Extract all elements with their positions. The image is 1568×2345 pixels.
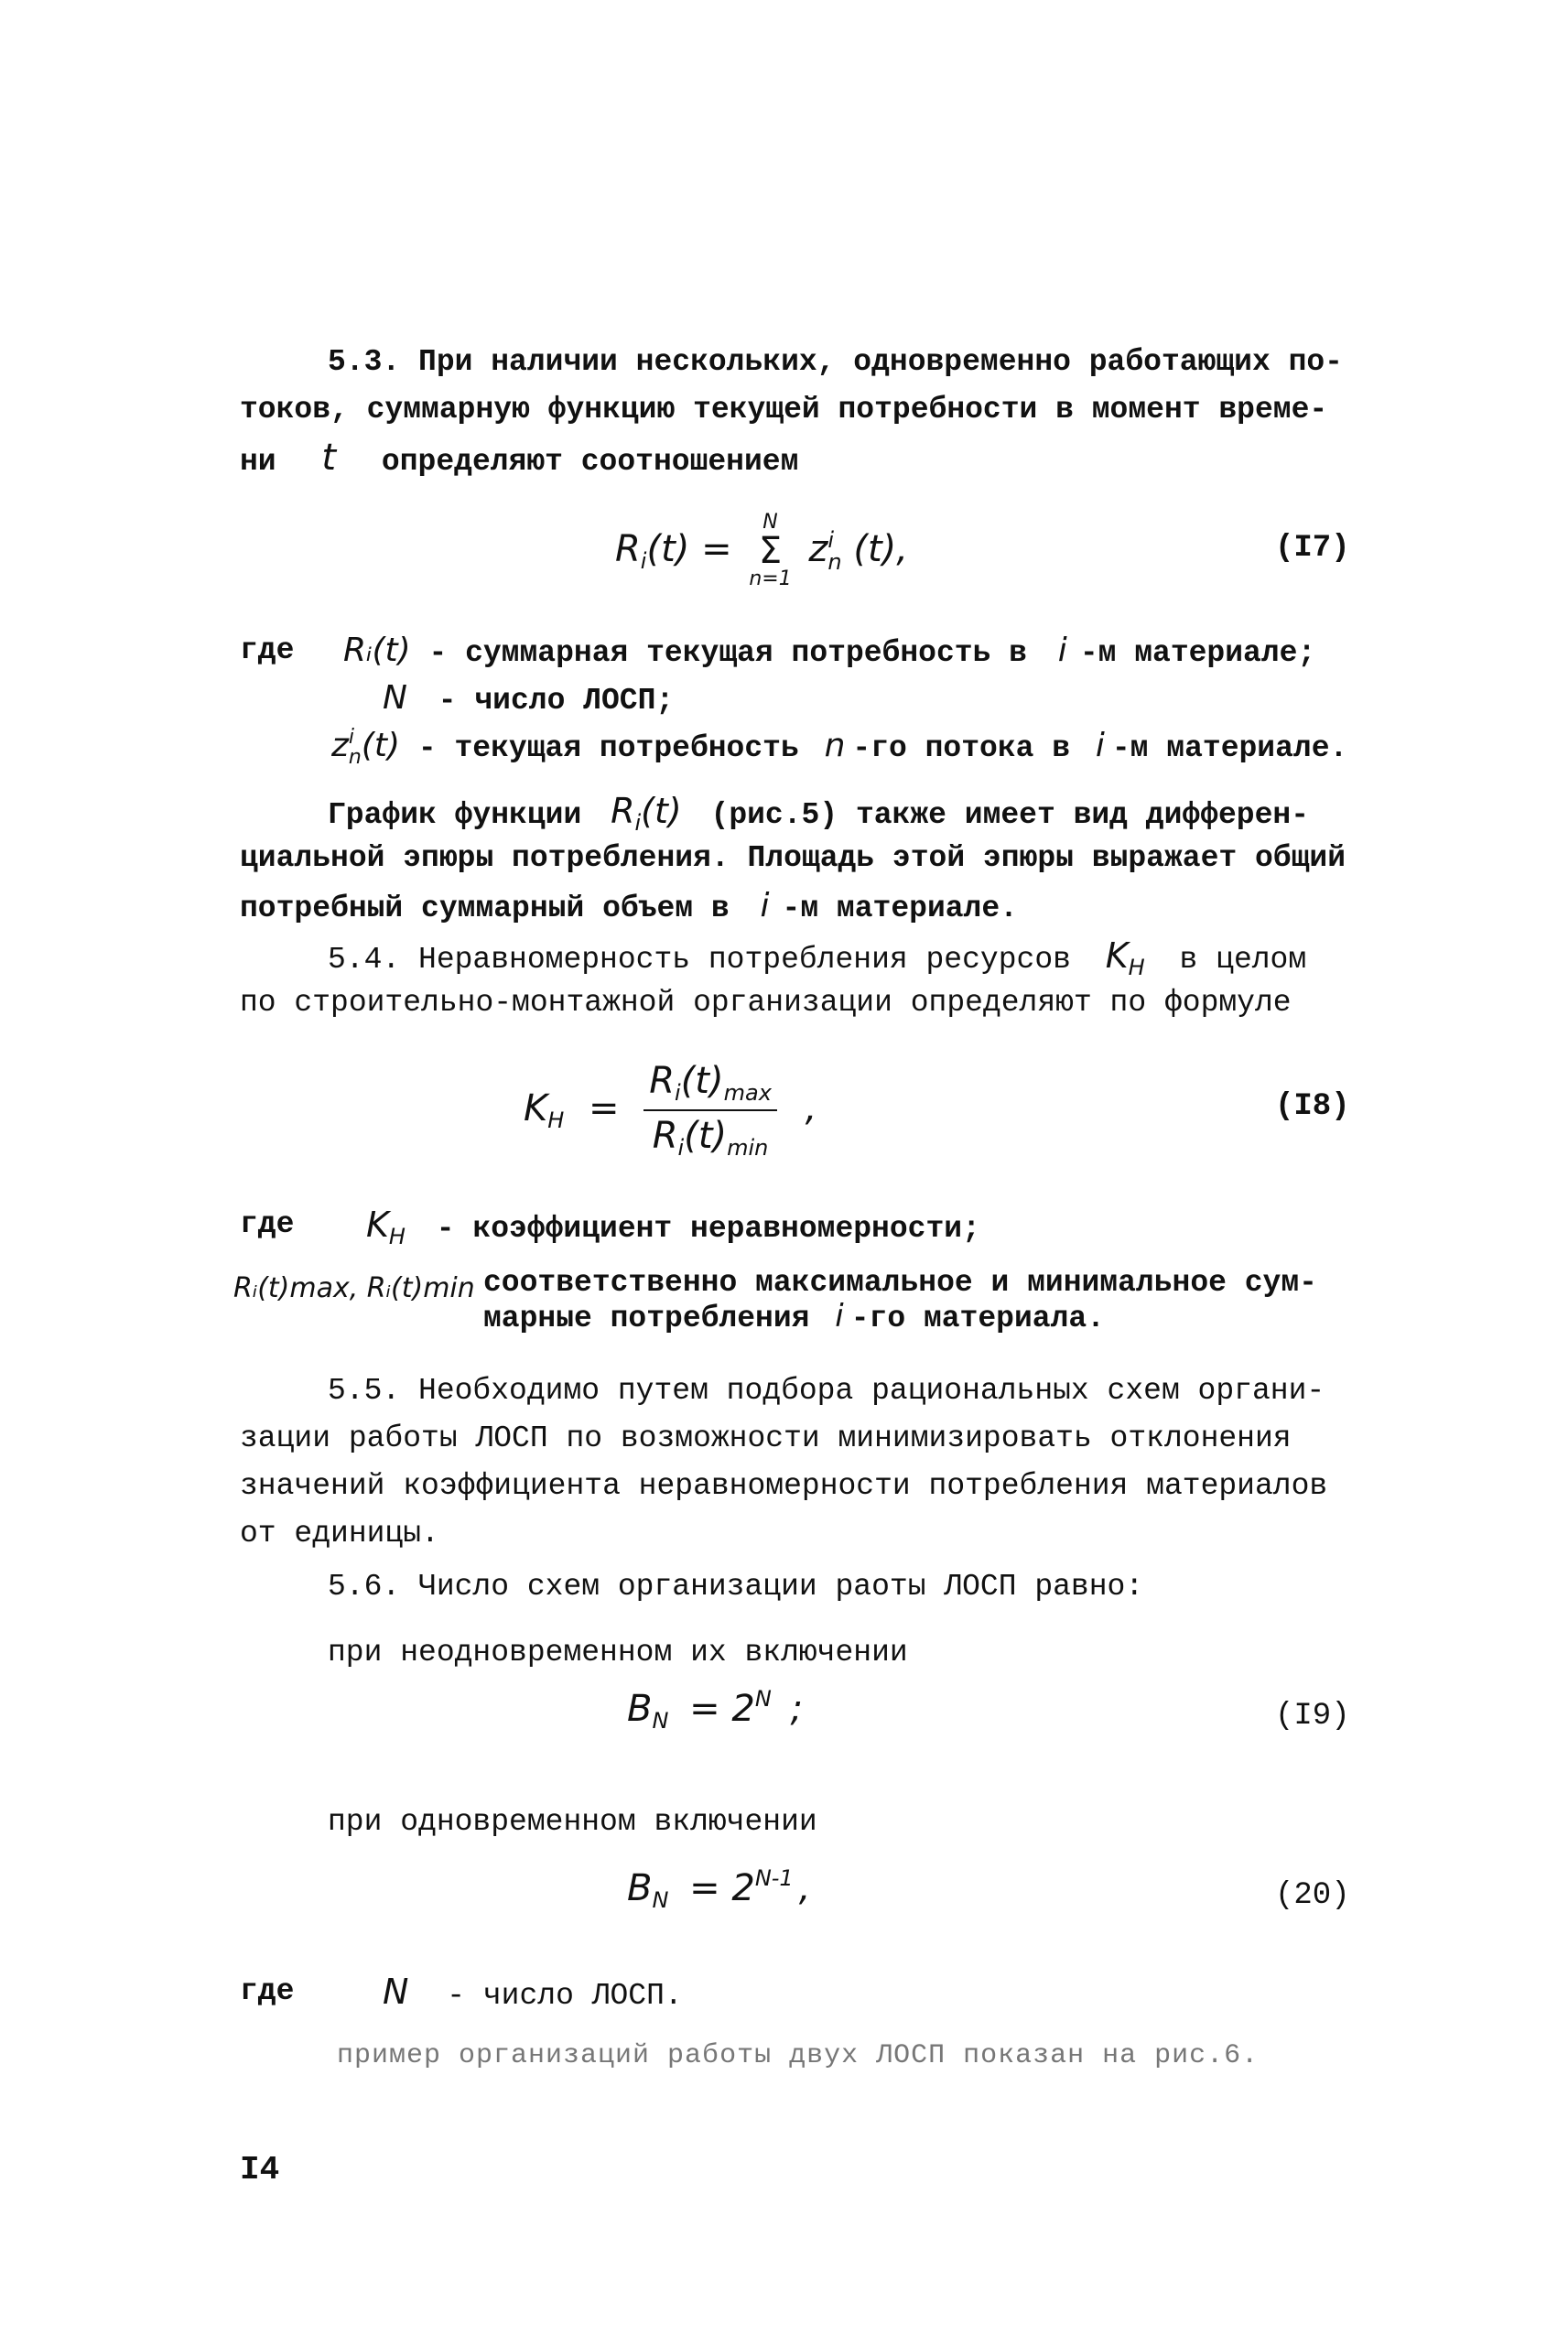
text: определяют соотношением [381, 445, 799, 479]
numerator [643, 1060, 777, 1111]
sigma-symbol: Σ [758, 530, 783, 572]
para-5-5-line-2: зации работы ЛОСП по возможности минимизировать отклонения [240, 1421, 1292, 1455]
symbol: R [611, 791, 635, 831]
symbol: i [1057, 632, 1067, 669]
page-number: I4 [240, 2151, 280, 2188]
sup-sub [349, 728, 362, 768]
definition-line-1 [343, 627, 1315, 677]
text: 5.4. Неравномерность потребления ресурсов [328, 943, 1071, 977]
symbol: R [652, 1115, 678, 1157]
superscript: i [348, 726, 355, 750]
subscript: i [677, 1135, 685, 1161]
text: - коэффициент неравномерности; [436, 1212, 980, 1246]
equation-number-18: (I8) [1275, 1089, 1350, 1124]
symbol: K [524, 1087, 548, 1129]
symbol: i [760, 887, 770, 924]
comma: , [805, 1087, 817, 1129]
symbol: (t) [684, 1115, 728, 1157]
subscript: H [547, 1108, 565, 1133]
definition-n [383, 1968, 683, 2020]
symbol: (t), [853, 528, 908, 570]
definition-k [366, 1201, 980, 1260]
symbol: (t) [361, 727, 401, 764]
text: потребный суммарный объем в [240, 892, 730, 925]
sum-upper-limit: N [762, 511, 778, 534]
symbol: Rᵢ(t) [343, 632, 411, 669]
definition-line-3 [331, 722, 1347, 773]
sup-sub [827, 529, 841, 573]
symbol: z [808, 528, 828, 570]
subscript: N [652, 1887, 669, 1913]
equation-number-17: (I7) [1275, 531, 1350, 566]
symbol [611, 791, 682, 836]
equation-20 [627, 1865, 810, 1913]
symbol: N [383, 1972, 409, 2012]
symbol: (t) = [646, 528, 732, 570]
para-5-5-line-4: от единицы. [240, 1517, 439, 1551]
sum-operator [749, 513, 791, 589]
subscript: n [827, 549, 842, 575]
graph-para-line-2: циальной эпюры потребления. Площадь этой эпюры выражает общий [240, 841, 1346, 875]
equation-number-20: (20) [1275, 1878, 1350, 1913]
symbol: n [824, 727, 846, 764]
where-label: где [240, 1974, 295, 2008]
subscript: i [640, 548, 647, 574]
where-label: где [240, 633, 295, 667]
para-5-6-line-3: при одновременном включении [328, 1805, 817, 1839]
symbol-rmax-rmin: Rᵢ(t)max, Rᵢ(t)min [233, 1272, 475, 1304]
text: -м материале. [782, 892, 1018, 925]
symbol: = 2 [689, 1688, 755, 1730]
symbol-t: t [321, 437, 337, 479]
denominator [643, 1111, 777, 1161]
equation-17 [615, 513, 908, 589]
symbol: i [835, 1298, 844, 1335]
sum-lower-limit: n=1 [749, 567, 792, 590]
superscript: N-1 [754, 1865, 794, 1891]
symbol: (t) [680, 1060, 724, 1102]
subscript: H [1128, 955, 1145, 980]
para-5-5-line-1: 5.5. Необходимо путем подбора рациональных схем органи- [328, 1374, 1325, 1408]
equals-sign: = [589, 1087, 620, 1129]
text: (рис.5) также имеет вид дифферен- [710, 798, 1310, 832]
text: -м материале; [1079, 636, 1316, 670]
text: -м материале. [1111, 731, 1348, 765]
equation-number-19: (I9) [1275, 1699, 1350, 1734]
subscript: i [634, 810, 642, 836]
subscript: min [727, 1135, 769, 1161]
text: - суммарная текущая потребность в [428, 636, 1027, 670]
definition-line-2 [383, 675, 674, 725]
text: -го потока в [852, 731, 1071, 765]
symbol: R [649, 1060, 676, 1102]
text: в целом [1179, 943, 1307, 977]
symbol [1105, 935, 1145, 980]
symbol: K [366, 1205, 389, 1245]
symbol: N [383, 679, 407, 717]
para-5-3-line-1: 5.3. При наличии нескольких, одновременно работающих по- [328, 345, 1343, 379]
symbol: K [1105, 935, 1129, 976]
para-5-5-line-3: значений коэффициента неравномерности потребления материалов [240, 1469, 1328, 1503]
para-5-6-line-1: 5.6. Число схем организации раоты ЛОСП равно: [328, 1570, 1144, 1604]
para-5-4-line-2: по строительно-монтажной организации определяют по формуле [240, 986, 1292, 1020]
symbol: z [331, 727, 349, 764]
subscript: N [652, 1708, 669, 1734]
text: марные потребления [483, 1302, 810, 1335]
equation-19 [627, 1686, 803, 1734]
text: - текущая потребность [417, 731, 799, 765]
symbol: B [627, 1867, 653, 1909]
definition-r-line-2 [483, 1300, 1105, 1335]
equation-18 [524, 1060, 816, 1161]
symbol: = 2 [689, 1867, 755, 1909]
superscript: i [827, 527, 835, 553]
symbol: B [627, 1688, 653, 1730]
symbol: i [1095, 727, 1105, 764]
fraction [643, 1060, 777, 1161]
symbol: (t) [641, 791, 682, 831]
para-5-6-line-2: при неодновременном их включении [328, 1636, 908, 1670]
text: ни [240, 445, 276, 479]
definition-r-line-1: соответственно максимальное и минимальное сум- [483, 1266, 1317, 1300]
subscript: max [723, 1080, 772, 1106]
superscript: N [754, 1686, 772, 1712]
text: -го материала. [850, 1302, 1105, 1335]
text: - число ЛОСП. [447, 1979, 683, 2013]
symbol: R [615, 528, 641, 570]
semicolon: ; [790, 1688, 803, 1730]
where-label: где [240, 1207, 295, 1241]
subscript: i [675, 1080, 681, 1106]
text: - число ЛОСП; [438, 684, 675, 718]
subscript: H [388, 1224, 406, 1249]
comma: , [798, 1867, 811, 1909]
faded-figure-note: пример организаций работы двух ЛОСП показан на рис.6. [337, 2040, 1260, 2071]
graph-para-line-3 [240, 882, 1018, 933]
para-5-3-line-2: токов, суммарную функцию текущей потребности в момент време- [240, 393, 1328, 427]
text: График функции [328, 798, 582, 832]
para-5-3-line-3 [240, 434, 798, 486]
subscript: n [348, 746, 362, 770]
